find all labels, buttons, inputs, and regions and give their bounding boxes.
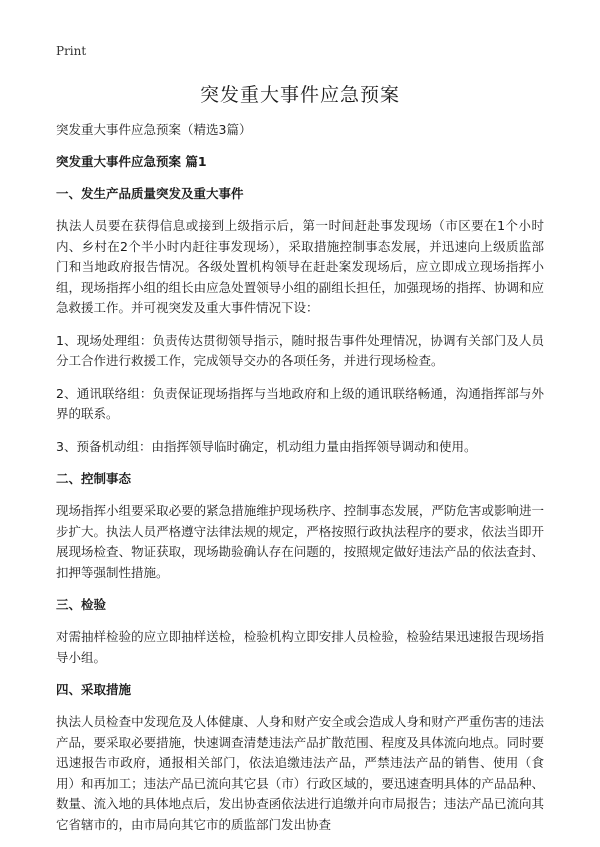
print-label: Print [56, 44, 87, 58]
section4-heading: 四、采取措施 [56, 682, 132, 697]
section2-paragraph: 现场指挥小组要采取必要的紧急措施维护现场秩序、控制事态发展，严防危害或影响进一步扩大。执法人员严格遵守法律法规的规定，严格按照行政执法程序的要求，依法当即开展现场检查、物证获取，现场勘验确认存在问题的，按照规定做好违法产品的依法查封、扣押等强制性措施。 [56, 503, 544, 580]
section1-item-3: 3、预备机动组：由指挥领导临时确定，机动组力量由指挥领导调动和使用。 [56, 438, 477, 454]
article-heading: 突发重大事件应急预案 篇1 [56, 154, 207, 169]
section2-heading: 二、控制事态 [56, 471, 132, 486]
section1-heading: 一、发生产品质量突发及重大事件 [56, 186, 244, 201]
section3-paragraph: 对需抽样检验的应立即抽样送检，检验机构立即安排人员检验，检验结果迅速报告现场指导小组。 [56, 629, 544, 665]
section4-paragraph: 执法人员检查中发现危及人体健康、人身和财产安全或会造成人身和财产严重伤害的违法产品，要采取必要措施，快速调查清楚违法产品扩散范围、程度及具体流向地点。同时要迅速报告市政府，通报相关部门，依法追缴违法产品，严禁违法产品的销售、使用（食用）和再加工；违法产品已流向其它县（市）行政区域的，要迅速查明具体的产品品种、数量、流入地的具体地点后，发出协查函依法进行追缴并向市局报告；违法产品已流向其它省辖市的，由市局向其它市的质监部门发出协查 [56, 714, 544, 832]
section1-item-2: 2、通讯联络组：负责保证现场指挥与当地政府和上级的通讯联络畅通，沟通指挥部与外界的联系。 [56, 385, 544, 421]
section1-paragraph: 执法人员要在获得信息或接到上级指示后，第一时间赶赴事发现场（市区要在1个小时内、乡村在2个半小时内赶往事发现场），采取措施控制事态发展，并迅速向上级质监部门和当地政府报告情况。各级处置机构领导在赶赴案发现场后，应立即成立现场指挥小组，现场指挥小组的组长由应急处置领导小组的副组长担任，加强现场的指挥、协调和应急救援工作。并可视突发及重大事件情况下设： [56, 218, 544, 315]
section1-item-1: 1、现场处理组：负责传达贯彻领导指示，随时报告事件处理情况，协调有关部门及人员分工合作进行救援工作，完成领导交办的各项任务，并进行现场检查。 [56, 332, 544, 368]
document-subtitle: 突发重大事件应急预案（精选3篇） [56, 122, 252, 137]
document-body [56, 120, 544, 847]
page-title: 突发重大事件应急预案 [199, 84, 400, 106]
section3-heading: 三、检验 [56, 597, 107, 612]
